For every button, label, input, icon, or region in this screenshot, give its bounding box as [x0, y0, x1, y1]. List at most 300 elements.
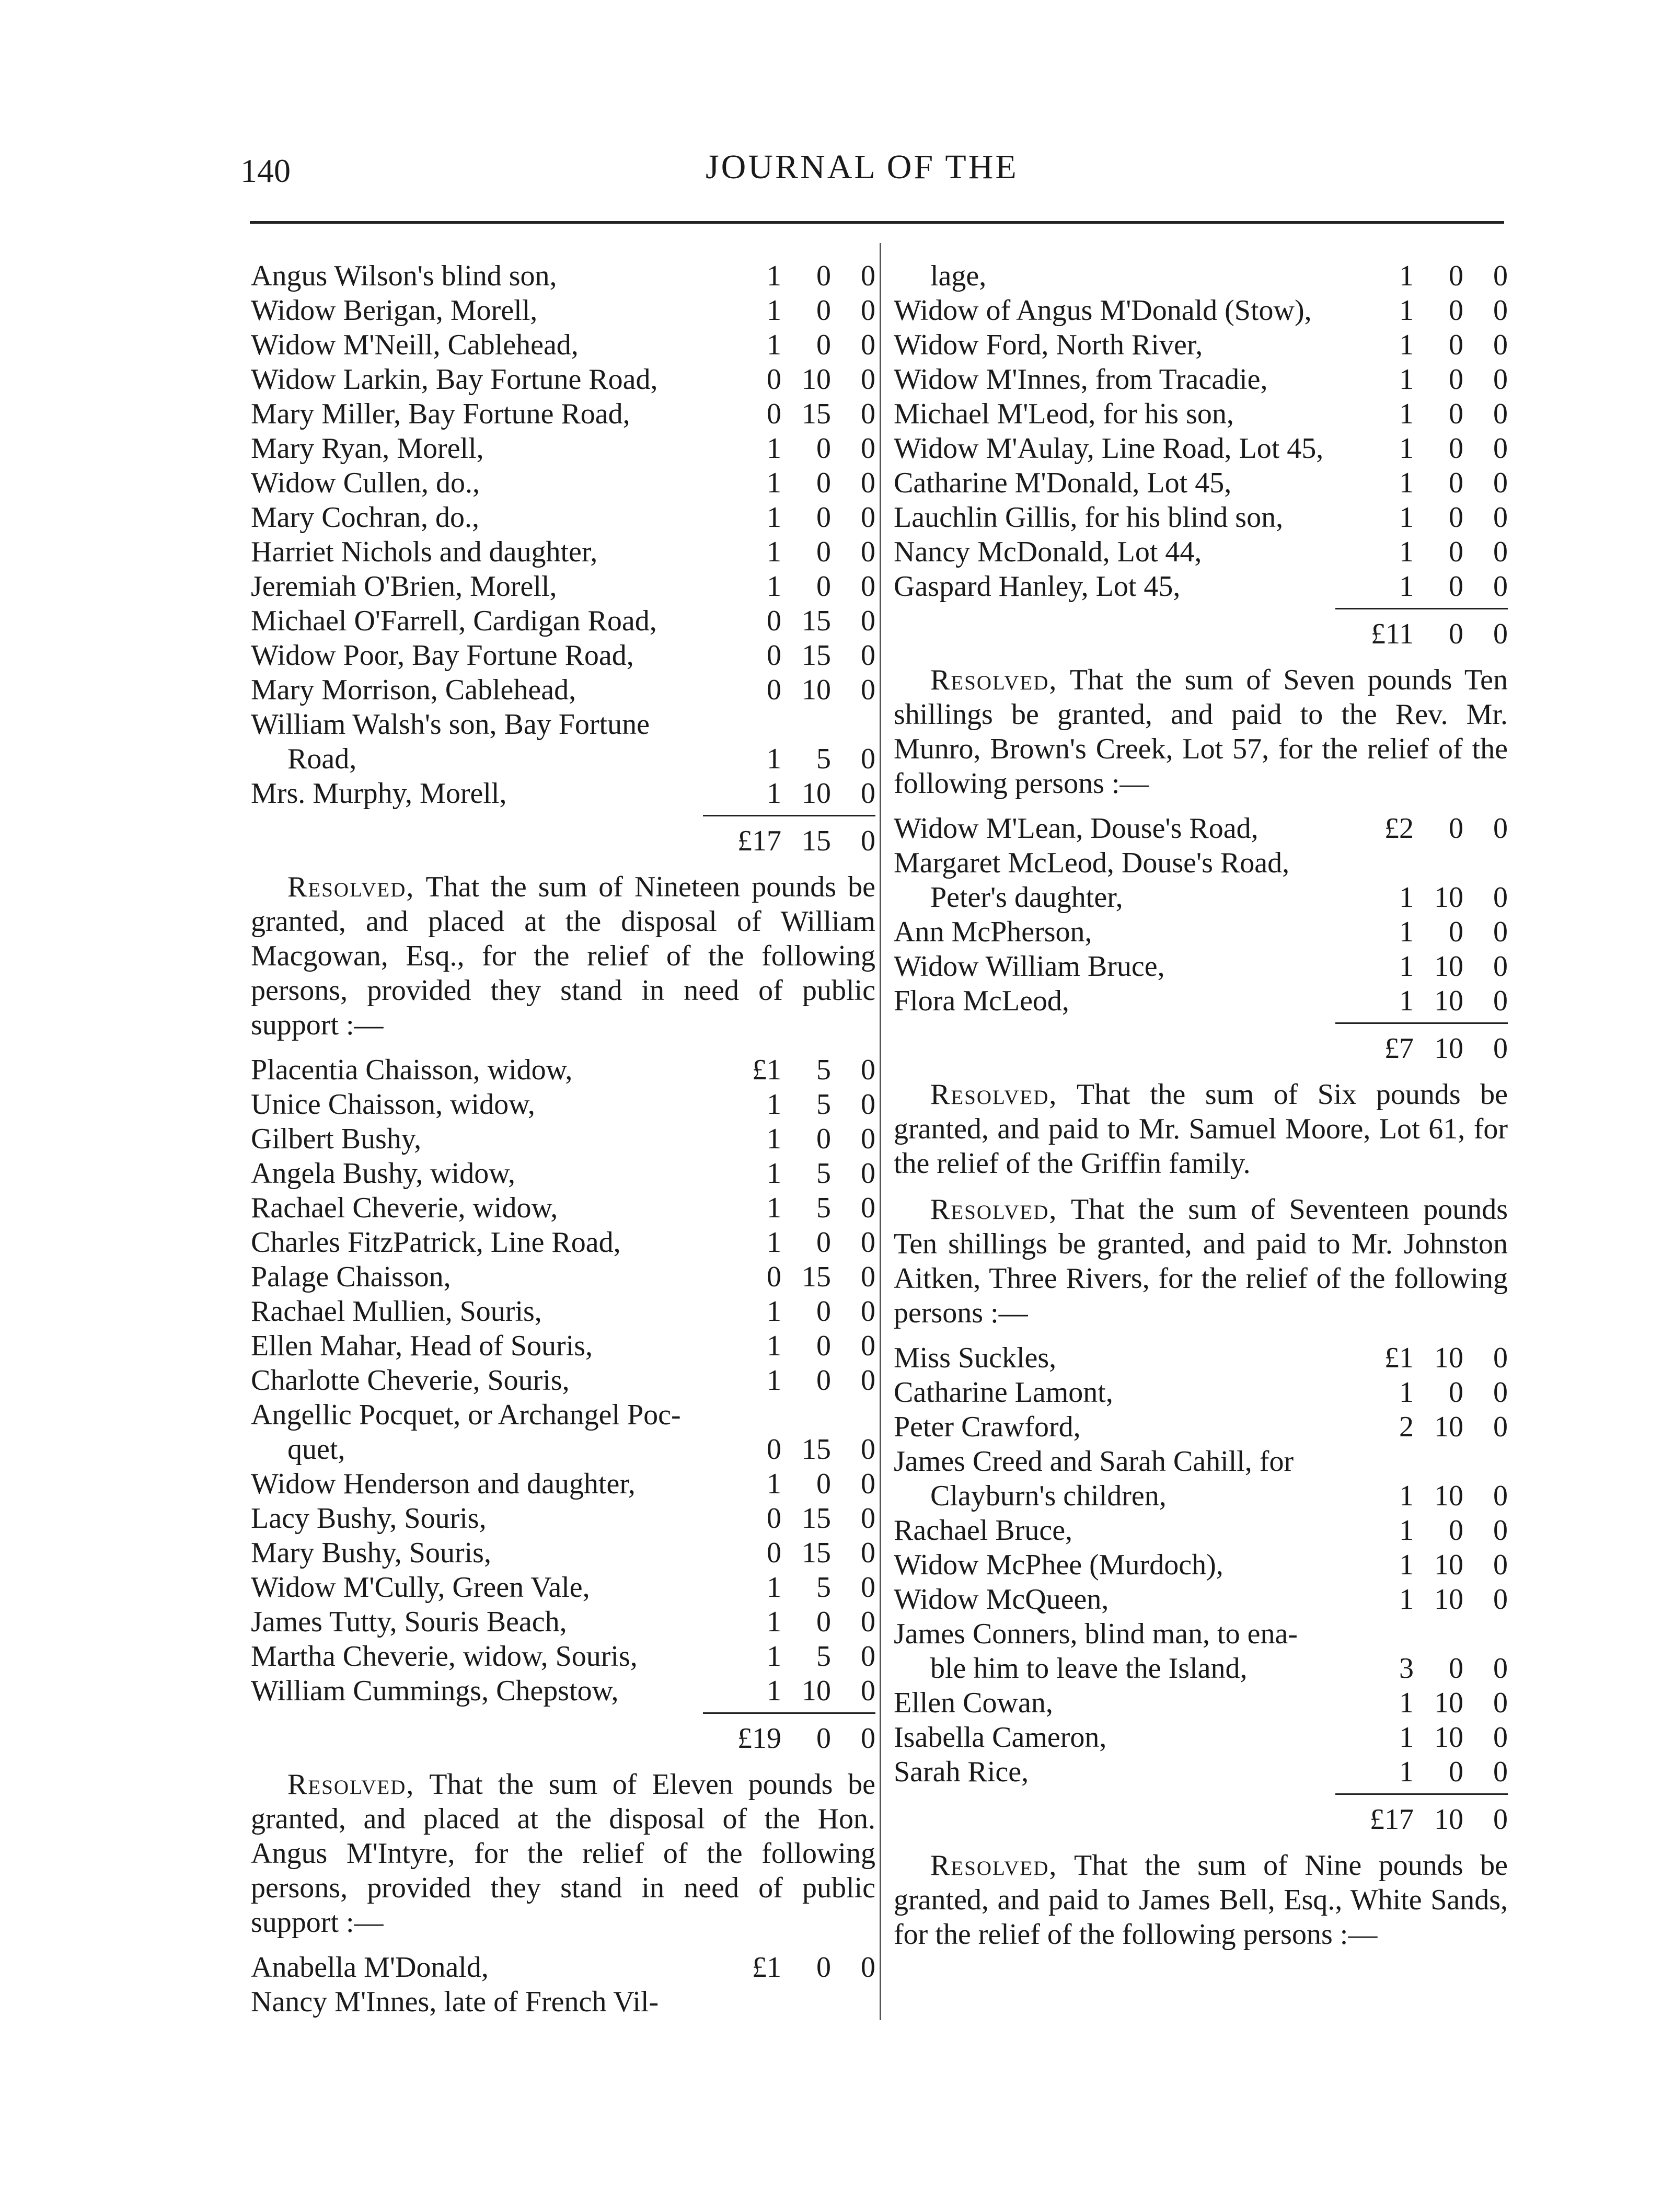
amount-pence: 0 — [1493, 294, 1508, 327]
amount-pounds: 1 — [767, 1675, 781, 1707]
sum-rule — [703, 815, 875, 816]
amount-pounds: 0 — [767, 1502, 781, 1535]
amount-shillings: 0 — [816, 501, 831, 534]
entry-name: Angus Wilson's blind son, — [251, 260, 557, 292]
amount-pounds: 1 — [1399, 1514, 1414, 1547]
list-item — [251, 1501, 875, 1536]
list-item — [251, 1950, 875, 1985]
amount-shillings: 10 — [1434, 1342, 1463, 1374]
list-item — [894, 915, 1508, 949]
amount-pence: 0 — [861, 329, 875, 361]
amount-pounds: £1 — [752, 1054, 781, 1086]
amount-pounds: 0 — [767, 674, 781, 706]
amount-pence: 0 — [861, 1468, 875, 1500]
list-item — [894, 984, 1508, 1018]
amount-pence: 0 — [861, 674, 875, 706]
amount-pounds: 1 — [767, 1192, 781, 1224]
entry-name: ble him to leave the Island, — [930, 1652, 1248, 1685]
amount-pounds: 1 — [767, 536, 781, 568]
list-item — [251, 1329, 875, 1363]
total-row — [894, 1802, 1508, 1837]
amount-shillings: 15 — [802, 605, 831, 637]
amount-pounds: 1 — [1399, 985, 1414, 1017]
list-item — [251, 1605, 875, 1639]
entry-name: Nancy M'Innes, late of French Vil- — [251, 1986, 659, 2018]
header-rule — [250, 221, 1504, 224]
entry-name: Mary Bushy, Souris, — [251, 1537, 491, 1569]
amount-shillings: 0 — [816, 1226, 831, 1259]
total-shillings: 0 — [816, 1722, 831, 1755]
amount-shillings: 0 — [816, 1295, 831, 1328]
amount-pounds: 2 — [1399, 1411, 1414, 1443]
amount-pounds: 1 — [767, 432, 781, 465]
amount-pence: 0 — [861, 536, 875, 568]
list-item — [894, 1617, 1508, 1651]
list-item — [251, 535, 875, 569]
list-item — [251, 1087, 875, 1122]
entry-name: Gaspard Hanley, Lot 45, — [894, 570, 1181, 603]
amount-pounds: 1 — [767, 1123, 781, 1155]
entry-name: Ann McPherson, — [894, 916, 1092, 948]
amount-pence: 0 — [1493, 398, 1508, 430]
amount-pounds: 1 — [1399, 501, 1414, 534]
amount-shillings: 15 — [802, 1502, 831, 1535]
list-item — [894, 569, 1508, 604]
amount-pounds: £1 — [1384, 1342, 1414, 1374]
entry-name: Widow McPhee (Murdoch), — [894, 1549, 1223, 1581]
sum-rule — [1335, 1022, 1508, 1024]
entry-name: Margaret McLeod, Douse's Road, — [894, 847, 1290, 879]
amount-shillings: 0 — [1449, 363, 1463, 396]
total-pounds: £19 — [737, 1722, 781, 1755]
amount-pounds: 1 — [1399, 1687, 1414, 1719]
list-item — [251, 638, 875, 673]
entry-name: Nancy McDonald, Lot 44, — [894, 536, 1202, 568]
list-item — [894, 431, 1508, 466]
amount-pence: 0 — [861, 398, 875, 430]
list-item — [894, 880, 1508, 915]
list-item — [251, 259, 875, 293]
list-item — [251, 431, 875, 466]
list-item — [251, 1536, 875, 1570]
entry-name: Charles FitzPatrick, Line Road, — [251, 1226, 621, 1259]
total-shillings: 10 — [1434, 1803, 1463, 1836]
total-shillings: 0 — [1449, 618, 1463, 650]
amount-pence: 0 — [861, 1157, 875, 1190]
entry-name: James Conners, blind man, to ena- — [894, 1618, 1298, 1650]
amount-pounds: 1 — [1399, 570, 1414, 603]
list-item — [894, 328, 1508, 362]
amount-pence: 0 — [861, 467, 875, 499]
amount-pounds: 1 — [1399, 536, 1414, 568]
amount-shillings: 0 — [816, 1468, 831, 1500]
amount-pence: 0 — [1493, 1514, 1508, 1547]
amount-shillings: 0 — [1449, 501, 1463, 534]
amount-shillings: 5 — [816, 1571, 831, 1604]
amount-pence: 0 — [861, 1054, 875, 1086]
amount-shillings: 10 — [802, 363, 831, 396]
amount-shillings: 0 — [1449, 398, 1463, 430]
list-item — [251, 1191, 875, 1225]
entry-name: Charlotte Cheverie, Souris, — [251, 1364, 570, 1397]
entry-name: Widow M'Lean, Douse's Road, — [894, 812, 1259, 845]
total-shillings: 15 — [802, 825, 831, 857]
list-item — [251, 328, 875, 362]
amount-shillings: 10 — [1434, 1687, 1463, 1719]
entry-name: William Walsh's son, Bay Fortune — [251, 708, 650, 741]
amount-pounds: 1 — [767, 1571, 781, 1604]
entry-name: Anabella M'Donald, — [251, 1951, 489, 1984]
entry-name: Gilbert Bushy, — [251, 1123, 422, 1155]
amount-shillings: 10 — [802, 674, 831, 706]
entry-name: Mary Miller, Bay Fortune Road, — [251, 398, 630, 430]
list-item — [251, 362, 875, 397]
amount-pence: 0 — [861, 743, 875, 775]
amount-shillings: 5 — [816, 1192, 831, 1224]
list-item — [251, 466, 875, 500]
amount-shillings: 0 — [816, 294, 831, 327]
entry-name: Rachael Mullien, Souris, — [251, 1295, 542, 1328]
entry-name: Sarah Rice, — [894, 1756, 1029, 1788]
amount-pence: 0 — [1493, 1721, 1508, 1754]
amount-pence: 0 — [861, 1261, 875, 1293]
entry-name: Palage Chaisson, — [251, 1261, 451, 1293]
amount-pounds: 0 — [767, 398, 781, 430]
amount-shillings: 0 — [1449, 432, 1463, 465]
list-item — [894, 811, 1508, 846]
total-pounds: £17 — [1370, 1803, 1414, 1836]
amount-pounds: 1 — [1399, 467, 1414, 499]
amount-shillings: 0 — [816, 329, 831, 361]
amount-pence: 0 — [1493, 363, 1508, 396]
amount-pence: 0 — [861, 1675, 875, 1707]
amount-pence: 0 — [1493, 950, 1508, 983]
amount-pence: 0 — [861, 1295, 875, 1328]
resolved-word: Resolved, — [930, 1849, 1058, 1882]
list-item — [894, 1513, 1508, 1548]
amount-shillings: 0 — [1449, 812, 1463, 845]
total-pence: 0 — [1493, 618, 1508, 650]
amount-pence: 0 — [1493, 1342, 1508, 1374]
list-item — [894, 1651, 1508, 1686]
amount-pounds: 1 — [1399, 916, 1414, 948]
resolved-word: Resolved, — [287, 871, 415, 903]
amount-pence: 0 — [861, 432, 875, 465]
total-pounds: £17 — [737, 825, 781, 857]
entry-name: Clayburn's children, — [930, 1480, 1167, 1512]
amount-pence: 0 — [861, 294, 875, 327]
entry-name: Isabella Cameron, — [894, 1721, 1107, 1754]
amount-pounds: 1 — [1399, 1756, 1414, 1788]
amount-pence: 0 — [1493, 985, 1508, 1017]
amount-pence: 0 — [861, 1502, 875, 1535]
list-item — [894, 1375, 1508, 1410]
page-title: JOURNAL OF THE — [706, 148, 1019, 186]
sum-rule — [1335, 608, 1508, 609]
amount-shillings: 10 — [1434, 881, 1463, 914]
list-item — [251, 776, 875, 811]
amount-pounds: 1 — [1399, 294, 1414, 327]
amount-shillings: 15 — [802, 398, 831, 430]
amount-pence: 0 — [1493, 570, 1508, 603]
amount-pounds: 1 — [1399, 432, 1414, 465]
amount-pence: 0 — [861, 1606, 875, 1638]
list-item — [251, 1053, 875, 1087]
entry-name: Widow M'Cully, Green Vale, — [251, 1571, 590, 1604]
amount-pence: 0 — [1493, 260, 1508, 292]
amount-pence: 0 — [861, 639, 875, 672]
list-item — [251, 1398, 875, 1432]
list-item — [894, 1686, 1508, 1720]
amount-pence: 0 — [1493, 1652, 1508, 1685]
list-item — [251, 604, 875, 638]
resolution-text: That the sum of Seventeen pounds Ten shillings be granted, and paid to Mr. Johnston Aitken, Three Rivers, for the relief of the following persons :— — [894, 1193, 1508, 1329]
amount-pounds: 1 — [767, 570, 781, 603]
amount-shillings: 10 — [1434, 1583, 1463, 1616]
relief-list — [894, 811, 1508, 1018]
entry-name: Flora McLeod, — [894, 985, 1069, 1017]
relief-list — [894, 1341, 1508, 1789]
entry-name: Miss Suckles, — [894, 1342, 1057, 1374]
entry-name: Mary Morrison, Cablehead, — [251, 674, 576, 706]
list-item — [251, 397, 875, 431]
amount-pence: 0 — [861, 1192, 875, 1224]
list-item — [251, 707, 875, 742]
amount-pence: 0 — [1493, 881, 1508, 914]
amount-pence: 0 — [861, 777, 875, 810]
amount-shillings: 10 — [1434, 950, 1463, 983]
entry-name: Catharine Lamont, — [894, 1376, 1113, 1409]
amount-pence: 0 — [861, 1571, 875, 1604]
entry-name: Ellen Mahar, Head of Souris, — [251, 1330, 593, 1362]
entry-name: Martha Cheverie, widow, Souris, — [251, 1640, 638, 1673]
entry-name: Ellen Cowan, — [894, 1687, 1053, 1719]
amount-pounds: 1 — [1399, 881, 1414, 914]
amount-shillings: 0 — [1449, 467, 1463, 499]
amount-pounds: 1 — [767, 260, 781, 292]
resolution-paragraph — [894, 1192, 1508, 1330]
list-item — [894, 1548, 1508, 1582]
list-item — [894, 362, 1508, 397]
list-item — [894, 949, 1508, 984]
amount-pounds: 1 — [767, 501, 781, 534]
amount-pounds: 1 — [1399, 1721, 1414, 1754]
resolution-paragraph — [894, 663, 1508, 801]
amount-pence: 0 — [861, 260, 875, 292]
total-shillings: 10 — [1434, 1032, 1463, 1065]
resolution-text: That the sum of Nine pounds be granted, and paid to James Bell, Esq., White Sands, for the relief of the following persons :— — [894, 1849, 1508, 1951]
amount-pounds: 1 — [767, 777, 781, 810]
amount-shillings: 0 — [1449, 1376, 1463, 1409]
right-column — [894, 259, 1508, 1962]
relief-list — [894, 259, 1508, 604]
amount-pounds: 1 — [1399, 329, 1414, 361]
amount-pounds: 1 — [767, 1640, 781, 1673]
amount-pence: 0 — [861, 1364, 875, 1397]
total-row — [251, 1721, 875, 1756]
entry-name: Widow McQueen, — [894, 1583, 1109, 1616]
entry-name: Catharine M'Donald, Lot 45, — [894, 467, 1232, 499]
total-row — [251, 824, 875, 858]
total-pence: 0 — [861, 825, 875, 857]
amount-pounds: 1 — [1399, 363, 1414, 396]
list-item — [894, 1341, 1508, 1375]
amount-shillings: 0 — [816, 536, 831, 568]
amount-shillings: 15 — [802, 639, 831, 672]
entry-name: Lauchlin Gillis, for his blind son, — [894, 501, 1284, 534]
list-item — [894, 259, 1508, 293]
amount-pounds: 0 — [767, 605, 781, 637]
entry-name: Angela Bushy, widow, — [251, 1157, 516, 1190]
resolution-text: That the sum of Seven pounds Ten shillings be granted, and paid to the Rev. Mr. Munro, Brown's Creek, Lot 57, for the relief of the following persons :— — [894, 664, 1508, 800]
entry-name: Placentia Chaisson, widow, — [251, 1054, 573, 1086]
amount-pounds: 0 — [767, 1261, 781, 1293]
entry-name: Harriet Nichols and daughter, — [251, 536, 598, 568]
amount-pounds: 1 — [1399, 260, 1414, 292]
amount-pounds: 1 — [767, 1330, 781, 1362]
resolution-text: That the sum of Eleven pounds be granted, and placed at the disposal of the Hon. Angus M'Intyre, for the relief of the following persons, provided they stand in need of public support :— — [251, 1768, 875, 1939]
amount-pounds: 1 — [767, 1088, 781, 1121]
entry-name: Widow Larkin, Bay Fortune Road, — [251, 363, 658, 396]
list-item — [894, 1479, 1508, 1513]
amount-shillings: 0 — [1449, 1652, 1463, 1685]
entry-name: William Cummings, Chepstow, — [251, 1675, 619, 1707]
relief-list — [251, 1053, 875, 1708]
entry-name: Michael M'Leod, for his son, — [894, 398, 1234, 430]
entry-name: Michael O'Farrell, Cardigan Road, — [251, 605, 657, 637]
amount-shillings: 0 — [1449, 260, 1463, 292]
amount-pence: 0 — [861, 1123, 875, 1155]
total-pounds: £11 — [1371, 618, 1414, 650]
amount-shillings: 15 — [802, 1433, 831, 1466]
entry-name: Road, — [287, 743, 357, 775]
resolved-word: Resolved, — [287, 1768, 415, 1801]
entry-name: Rachael Cheverie, widow, — [251, 1192, 558, 1224]
list-item — [251, 1674, 875, 1708]
entry-name: Mary Ryan, Morell, — [251, 432, 484, 465]
amount-shillings: 10 — [802, 777, 831, 810]
amount-pence: 0 — [1493, 916, 1508, 948]
list-item — [894, 846, 1508, 880]
amount-pence: 0 — [861, 1433, 875, 1466]
list-item — [251, 1260, 875, 1294]
amount-pence: 0 — [1493, 1549, 1508, 1581]
amount-pounds: 1 — [1399, 950, 1414, 983]
list-item — [894, 466, 1508, 500]
page-number: 140 — [240, 152, 291, 189]
amount-pounds: £2 — [1384, 812, 1414, 845]
list-item — [251, 1985, 875, 2019]
entry-name: Peter's daughter, — [930, 881, 1123, 914]
list-item — [251, 1225, 875, 1260]
list-item — [894, 397, 1508, 431]
resolution-paragraph — [894, 1848, 1508, 1952]
entry-name: Widow M'Innes, from Tracadie, — [894, 363, 1268, 396]
amount-shillings: 0 — [816, 570, 831, 603]
amount-pounds: 1 — [767, 294, 781, 327]
amount-pounds: 0 — [767, 639, 781, 672]
total-pence: 0 — [1493, 1803, 1508, 1836]
amount-pounds: 1 — [767, 1606, 781, 1638]
left-column — [251, 259, 875, 2019]
amount-pence: 0 — [861, 605, 875, 637]
amount-pounds: 0 — [767, 1433, 781, 1466]
amount-shillings: 0 — [1449, 1514, 1463, 1547]
amount-pence: 0 — [861, 363, 875, 396]
amount-shillings: 0 — [816, 1951, 831, 1984]
amount-pounds: 1 — [767, 1468, 781, 1500]
entry-name: Mrs. Murphy, Morell, — [251, 777, 507, 810]
amount-pounds: 1 — [1399, 1376, 1414, 1409]
amount-pence: 0 — [1493, 1480, 1508, 1512]
list-item — [894, 1444, 1508, 1479]
resolved-word: Resolved, — [930, 664, 1058, 696]
list-item — [251, 1363, 875, 1398]
amount-pence: 0 — [1493, 467, 1508, 499]
amount-shillings: 0 — [816, 467, 831, 499]
amount-pence: 0 — [1493, 1411, 1508, 1443]
relief-list — [251, 259, 875, 811]
amount-pence: 0 — [1493, 329, 1508, 361]
amount-shillings: 15 — [802, 1261, 831, 1293]
list-item — [251, 1122, 875, 1156]
list-item — [894, 500, 1508, 535]
list-item — [251, 1156, 875, 1191]
entry-name: Widow Ford, North River, — [894, 329, 1203, 361]
list-item — [251, 293, 875, 328]
amount-pence: 0 — [1493, 1687, 1508, 1719]
amount-pounds: 0 — [767, 363, 781, 396]
amount-pounds: 1 — [767, 467, 781, 499]
amount-pounds: 1 — [1399, 1583, 1414, 1616]
amount-shillings: 5 — [816, 743, 831, 775]
amount-shillings: 5 — [816, 1054, 831, 1086]
amount-pence: 0 — [861, 501, 875, 534]
amount-pence: 0 — [1493, 432, 1508, 465]
total-pence: 0 — [861, 1722, 875, 1755]
resolution-paragraph — [251, 870, 875, 1042]
amount-pounds: 1 — [767, 743, 781, 775]
amount-pounds: 1 — [767, 329, 781, 361]
amount-pence: 0 — [1493, 536, 1508, 568]
list-item — [251, 673, 875, 707]
amount-pence: 0 — [1493, 812, 1508, 845]
amount-pounds: 1 — [1399, 398, 1414, 430]
entry-name: Mary Cochran, do., — [251, 501, 480, 534]
total-pounds: £7 — [1384, 1032, 1414, 1065]
entry-name: Widow William Bruce, — [894, 950, 1165, 983]
amount-pounds: 1 — [1399, 1480, 1414, 1512]
entry-name: Widow Poor, Bay Fortune Road, — [251, 639, 634, 672]
total-row — [894, 617, 1508, 651]
amount-pence: 0 — [1493, 501, 1508, 534]
entry-name: Rachael Bruce, — [894, 1514, 1073, 1547]
entry-name: James Tutty, Souris Beach, — [251, 1606, 567, 1638]
list-item — [251, 569, 875, 604]
amount-pence: 0 — [861, 1330, 875, 1362]
amount-shillings: 10 — [1434, 1549, 1463, 1581]
amount-shillings: 0 — [1449, 294, 1463, 327]
amount-pence: 0 — [1493, 1583, 1508, 1616]
entry-name: lage, — [930, 260, 987, 292]
entry-name: Widow Berigan, Morell, — [251, 294, 538, 327]
amount-pounds: 0 — [767, 1537, 781, 1569]
total-pence: 0 — [1493, 1032, 1508, 1065]
list-item — [251, 1294, 875, 1329]
amount-shillings: 0 — [1449, 916, 1463, 948]
amount-pence: 0 — [861, 1088, 875, 1121]
amount-shillings: 0 — [1449, 329, 1463, 361]
